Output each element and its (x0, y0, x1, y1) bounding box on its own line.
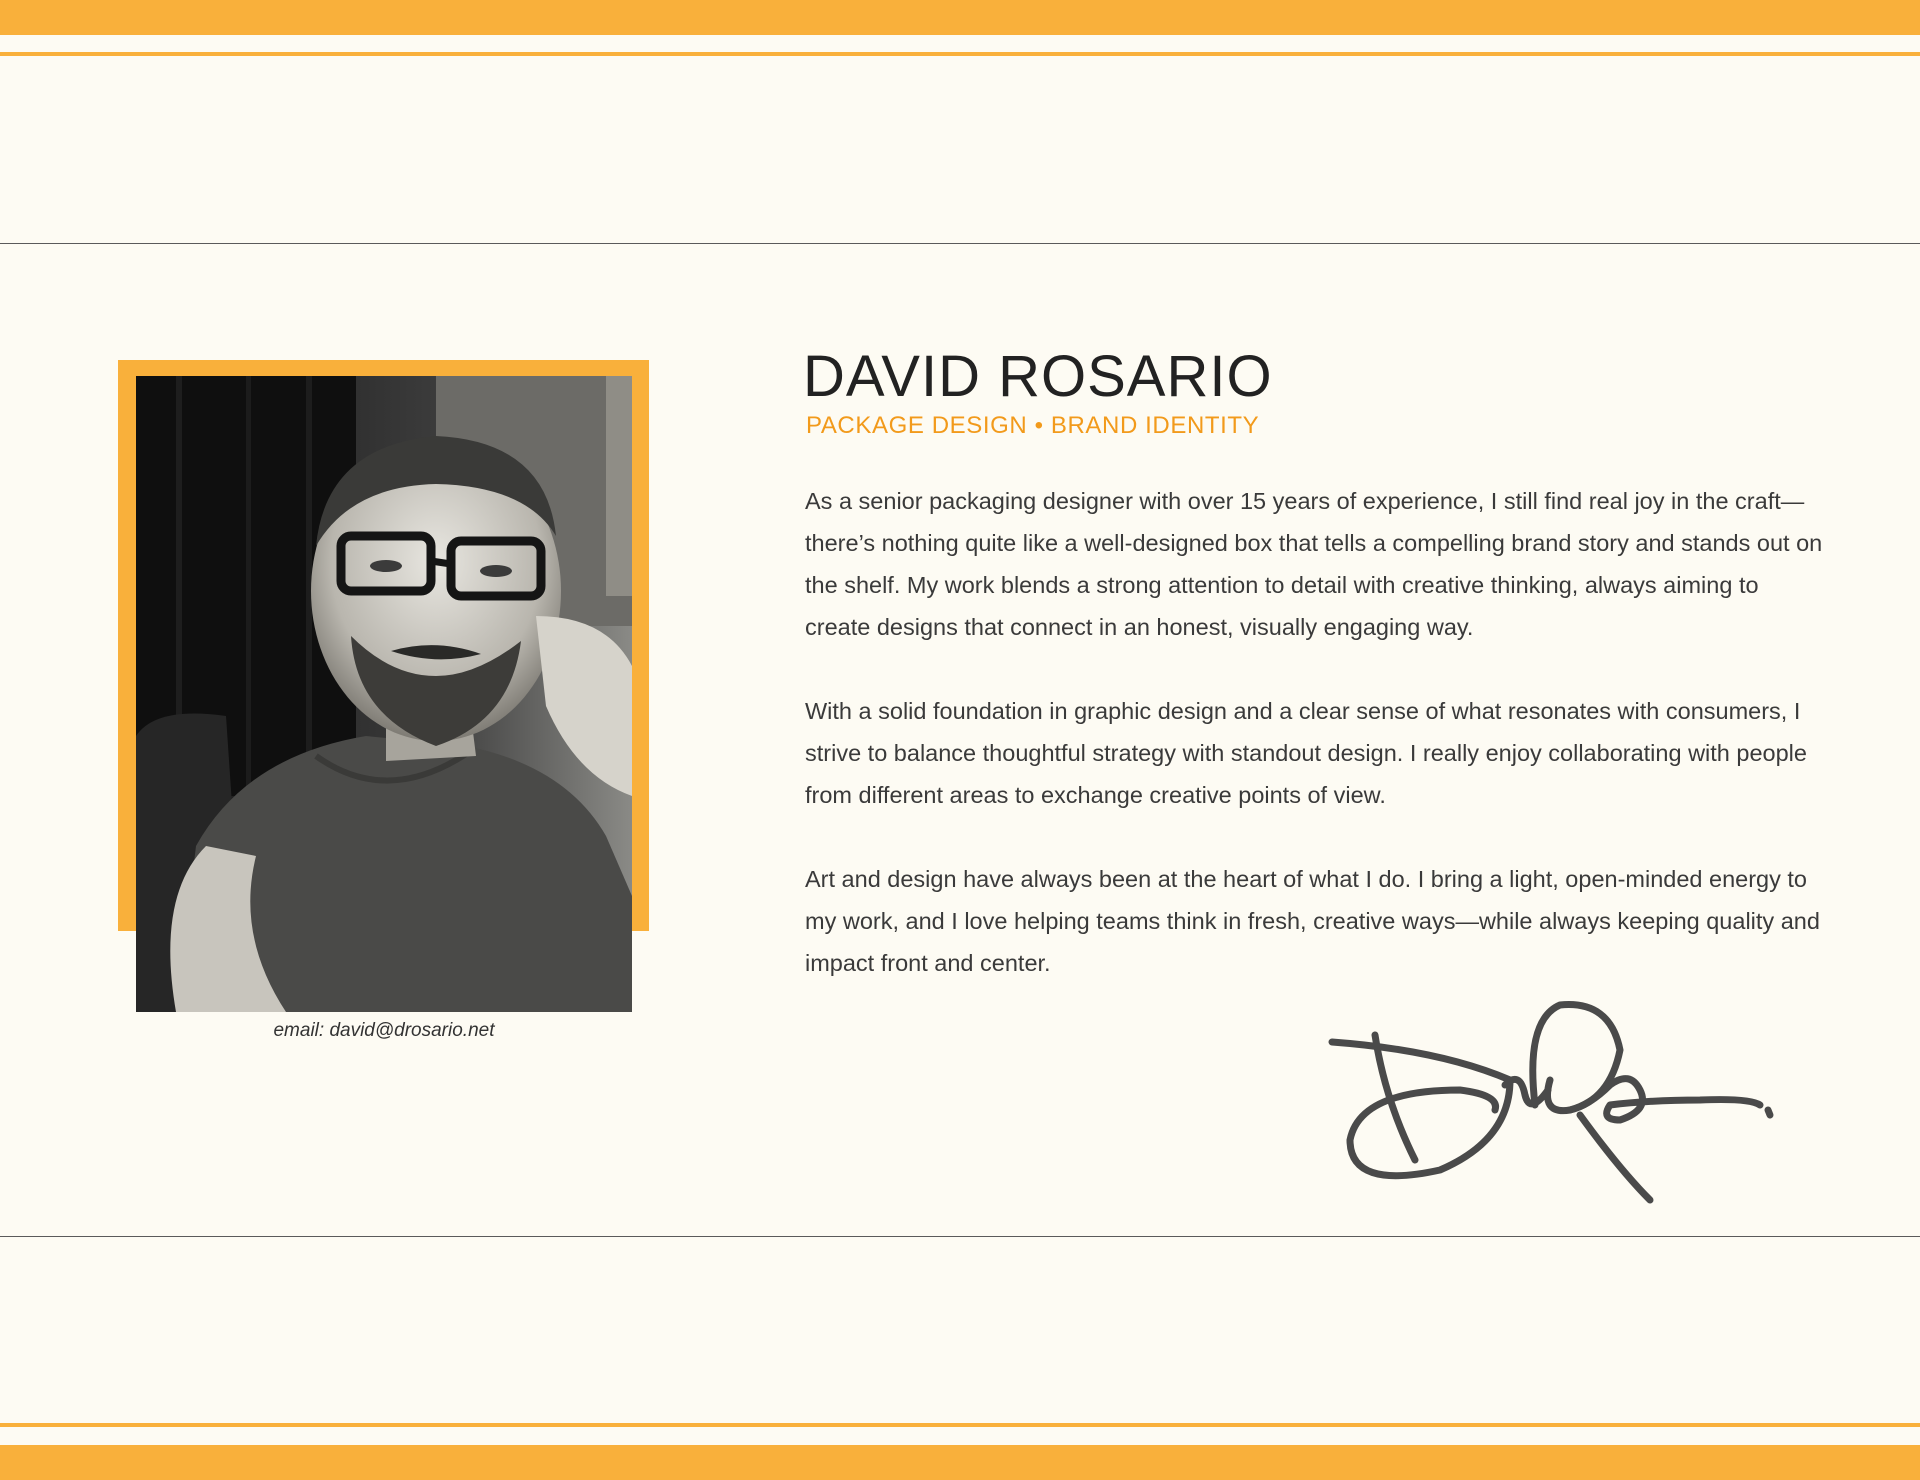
email-caption: email: david@drosario.net (273, 1020, 495, 1041)
bottom-accent-line (0, 1423, 1920, 1427)
bio-paragraph: As a senior packaging designer with over 15 years of experience, I still find real joy in the craft—there’s nothing quite like a well-designed box that tells a compelling brand story and stands out on the shelf. My work blends a strong attention to detail with creative thinking, always aiming to create designs that connect in an honest, visually engaging way. (805, 488, 1823, 640)
top-accent-band (0, 0, 1920, 35)
bio-paragraph: With a solid foundation in graphic design and a clear sense of what resonates with consumers, I strive to balance thoughtful strategy with standout design. I really enjoy collaborating with people from different areas to exchange creative points of view. (805, 698, 1807, 808)
bio-paragraph: Art and design have always been at the heart of what I do. I bring a light, open-minded energy to my work, and I love helping teams think in fresh, creative ways—while always keeping quality and impact front and center. (805, 866, 1820, 976)
page-title: DAVID ROSARIO (803, 344, 1273, 409)
bottom-accent-band (0, 1445, 1920, 1480)
specialty-subtitle: PACKAGE DESIGN • BRAND IDENTITY (806, 412, 1260, 439)
bio-text (805, 480, 1825, 1026)
portrait-photo (136, 376, 632, 1012)
bottom-divider (0, 1236, 1920, 1237)
top-accent-line (0, 52, 1920, 56)
signature (1320, 990, 1780, 1220)
top-divider (0, 243, 1920, 244)
